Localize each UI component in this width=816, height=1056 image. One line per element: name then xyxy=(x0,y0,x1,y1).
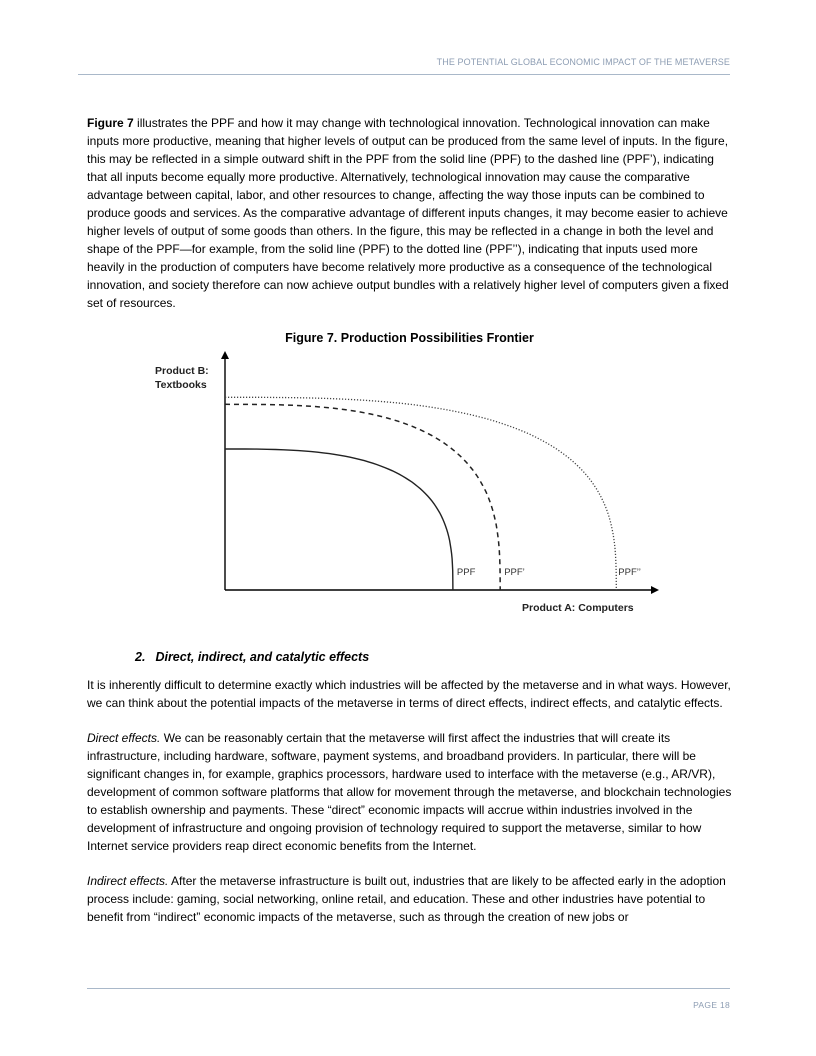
direct-effects-lead: Direct effects. xyxy=(87,731,161,745)
x-axis-label: Product A: Computers xyxy=(522,602,634,614)
y-axis-label-line2: Textbooks xyxy=(155,379,207,391)
direct-effects-text: We can be reasonably certain that the metaverse will first affect the industries that will create its infrastructure, including hardware, software, payment systems, and broadband providers. In particular, there will be significant changes in, for example, graphics processors, hardware used to interface with the metaverse (e.g., AR/VR), development of common software platforms that allow for movement through the metaverse, and blockchain technologies to establish ownership and payments. These “direct” economic impacts will accrue within industries involved in the development of infrastructure and ongoing provision of technology required to support the metaverse, similar to how Internet service providers reap direct economic benefits from the Internet. xyxy=(87,731,732,853)
ppf-label-3: PPF’’ xyxy=(618,567,641,578)
ppf-chart-svg xyxy=(87,351,732,643)
figure-reference: Figure 7 xyxy=(87,116,134,130)
paragraph-indirect-effects xyxy=(87,872,732,926)
page-number: PAGE 18 xyxy=(693,1000,730,1010)
indirect-effects-lead: Indirect effects. xyxy=(87,874,169,888)
section-heading xyxy=(135,648,732,666)
ppf-curve-3 xyxy=(225,397,616,590)
ppf-chart xyxy=(87,351,732,643)
section-number: 2. xyxy=(135,650,146,664)
page-content xyxy=(87,114,732,943)
intro-text: illustrates the PPF and how it may change with technological innovation. Technological innovation can make inputs more productive, meaning that higher levels of output can be produced from the same level of inputs. In the figure, this may be reflected in a simple outward shift in the PPF from the solid line (PPF) to the dashed line (PPF’), indicating that all inputs become equally more productive. Alternatively, technological innovation may cause the comparative advantage between capital, labor, and other resources to change, affecting the way those inputs can be combined to produce goods and services. As the comparative advantage of different inputs changes, it may become easier to achieve higher levels of output of some goods than others. In the figure, this may be reflected in a change in both the level and shape of the PPF—for example, from the solid line (PPF) to the dotted line (PPF’’), indicating that inputs used more heavily in the production of computers have become relatively more productive as a consequence of the technological innovation, and society therefore can now achieve output bundles with a relatively higher level of computers given a fixed set of resources. xyxy=(87,116,729,310)
ppf-curve-2 xyxy=(225,404,500,590)
figure-title: Figure 7. Production Possibilities Frontier xyxy=(285,331,534,345)
footer-divider xyxy=(87,988,730,989)
ppf-curve-1 xyxy=(225,449,453,590)
paragraph-direct-effects xyxy=(87,729,732,855)
indirect-effects-text: After the metaverse infrastructure is built out, industries that are likely to be affected early in the adoption process include: gaming, social networking, online retail, and education. These and other industries have potential to benefit from “indirect” economic impacts of the metaverse, such as through the creation of new jobs or xyxy=(87,874,726,924)
ppf-label-2: PPF’ xyxy=(504,567,525,578)
intro-paragraph xyxy=(87,114,732,312)
ppf-label-1: PPF xyxy=(456,567,476,578)
header-divider xyxy=(78,74,730,75)
running-header: THE POTENTIAL GLOBAL ECONOMIC IMPACT OF THE METAVERSE xyxy=(436,57,730,67)
section-title: Direct, indirect, and catalytic effects xyxy=(155,650,370,664)
y-axis-label-line1: Product B: xyxy=(155,365,209,377)
paragraph-overview: It is inherently difficult to determine exactly which industries will be affected by the metaverse and in what ways. However, we can think about the potential impacts of the metaverse in terms of direct effects, indirect effects, and catalytic effects. xyxy=(87,678,731,710)
